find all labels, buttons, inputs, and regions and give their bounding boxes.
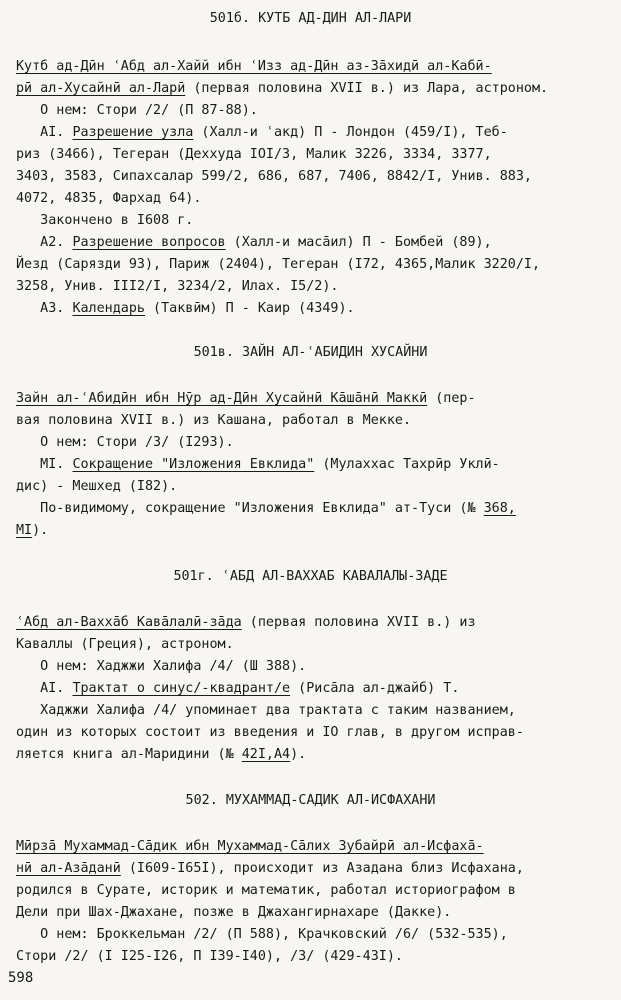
work-entry: MI. Сокращение "Изложения Евклида" (Мулаххас Тахрӣр Уклӣ-: [16, 457, 500, 472]
section-heading: 502. МУХАММАД-САДИК АЛ-ИСФАХАНИ: [185, 793, 436, 808]
note-line: Закончено в I608 г.: [16, 213, 194, 228]
about-line: О нем: Стори /2/ (П 87-88).: [16, 103, 258, 118]
about-line: Стори /2/ (I I25-I26, П I39-I40), /3/ (429-43I).: [16, 949, 403, 964]
page-number: 598: [8, 970, 34, 986]
note-line: Хаджжи Халифа /4/ упоминает два трактата с таким названием,: [16, 703, 516, 718]
work-entry-line: 3258, Унив. III2/I, 3234/2, Илах. I5/2).: [16, 279, 339, 294]
note-line: По-видимому, сокращение "Изложения Евклида" ат-Туси (№ 368,: [16, 501, 516, 516]
about-line: О нем: Стори /3/ (I293).: [16, 435, 234, 450]
about-line: О нем: Броккельман /2/ (П 588), Крачковский /6/ (532-535),: [16, 927, 508, 942]
work-entry: А2. Разрешение вопросов (Халл-и масāил) П - Бомбей (89),: [16, 235, 492, 250]
work-entry-line: 4072, 4835, Фархад 64).: [16, 191, 202, 206]
author-name-line: Мӣрзā Мухаммад-Сāдик ибн Мухаммад-Сāлих Зубайрӣ ал-Исфахā-: [16, 839, 484, 854]
work-entry: AI. Трактат о синус/-квадрант/е (Рисāла ал-джайб) Т.: [16, 681, 460, 696]
note-line: один из которых состоит из введения и IO глав, в другом исправ-: [16, 725, 524, 740]
author-name-line: нӣ ал-Азāданӣ (I609-I65I), происходит из Азадана близ Исфахана,: [16, 861, 524, 876]
work-entry-line: 3403, 3583, Сипахсалар 599/2, 686, 687, 7406, 8842/I, Унив. 883,: [16, 169, 532, 184]
section-heading: 501б. КУТБ АД-ДИН АЛ-ЛАРИ: [209, 11, 412, 26]
bio-line: Дели при Шах-Джахане, позже в Джахангирнахаре (Дакке).: [16, 905, 452, 920]
bio-line: родился в Сурате, историк и математик, работал историографом в: [16, 883, 516, 898]
work-entry-line: риз (3466), Тегеран (Дехxуда IOI/3, Малик 3226, 3334, 3377,: [16, 147, 492, 162]
author-name-line: Кутб ад-Дӣн ʿАбд ал-Хайй ибн ʿИзз ад-Дӣн аз-Зāхидӣ ал-Кабӣ-: [16, 59, 492, 74]
author-name-line: вая половина XVII в.) из Кашана, работал в Мекке.: [16, 413, 412, 428]
work-entry-line: Йезд (Сарязди 93), Париж (2404), Тегеран (I72, 4365,Малик 3220/I,: [16, 257, 541, 272]
work-entry-line: дис) - Мешхед (I82).: [16, 479, 178, 494]
author-name-line: рӣ ал-Хусайнӣ ал-Ларӣ (первая половина XVII в.) из Лара, астроном.: [16, 81, 549, 96]
cross-reference: 368,: [483, 501, 516, 516]
author-name-line: ʿАбд ал-Ваххāб Кавāлалӣ-зāда (первая половина XVII в.) из: [16, 615, 476, 630]
note-line: MI).: [16, 523, 49, 538]
section-heading: 501г. ʿАБД АЛ-ВАХХАБ КАВАЛАЛЫ-ЗАДЕ: [173, 569, 448, 584]
cross-reference: MI: [16, 523, 33, 538]
note-line: ляется книга ал-Маридини (№ 42I,A4).: [16, 747, 307, 762]
work-entry: А3. Календарь (Таквӣм) П - Каир (4349).: [16, 301, 355, 316]
work-entry: AI. Разрешение узла (Халл-и ʿакд) П - Лондон (459/I), Теб-: [16, 125, 508, 140]
author-name-line: Зайн ал-ʿАбидӣн ибн Нӯр ад-Дӣн Хусайнӣ Кāшāнӣ Маккӣ (пер-: [16, 391, 476, 406]
cross-reference: 42I,A4: [241, 747, 291, 762]
about-line: О нем: Хаджжи Халифа /4/ (Ш 388).: [16, 659, 307, 674]
author-name-line: Каваллы (Греция), астроном.: [16, 637, 234, 652]
section-heading: 501в. ЗАЙН АЛ-ʿАБИДИН ХУСАЙНИ: [193, 345, 428, 360]
